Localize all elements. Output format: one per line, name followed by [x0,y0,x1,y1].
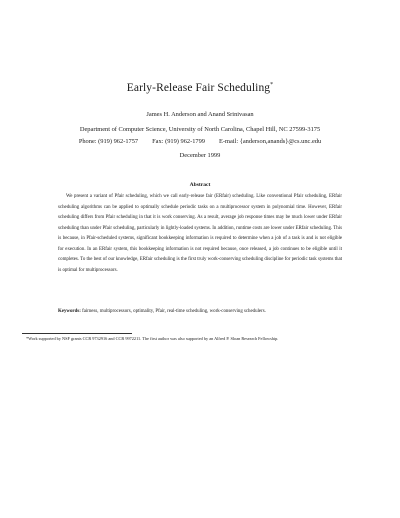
title-footnote-mark: * [270,82,274,89]
paper-title-text: Early-Release Fair Scheduling [126,82,271,94]
contact-line [0,138,400,145]
abstract-heading: Abstract [189,182,211,188]
title-footnote: *Work supported by NSF grants CCR 9732916 and CCR 9972211. The first author was also supported by an Alfred P. Sloan Research Fellowship. [26,336,279,341]
affiliation: Department of Computer Science, University of North Carolina, Chapel Hill, NC 27599-3175 [79,126,321,133]
publication-date: December 1999 [179,152,221,159]
keywords-list: fairness, multiprocessors, optimality, Pfair, real-time scheduling, work-conserving schedulers. [82,309,266,314]
email-address: E-mail: {anderson,anands}@cs.unc.edu [219,138,322,145]
keywords [58,308,342,316]
fax-number: Fax: (919) 962-1799 [152,138,206,145]
keywords-label: Keywords: [58,309,81,314]
footnote-divider [22,333,132,334]
abstract-body: We present a variant of Pfair scheduling, which we call early-release fair (ERfair) scheduling. Like conventional Pfair scheduling, ERfair scheduling algorithms can be applied to optimally schedule periodic tasks on a multiprocessor system in polynomial time. However, ERfair scheduling differs from Pfair scheduling in that it is work conserving. As a result, average job response times may be much lower under ERfair scheduling than under Pfair scheduling, particularly in lightly-loaded systems. In addition, runtime costs are lower under ERfair scheduling. This is because, in Pfair-scheduled systems, significant bookkeeping information is required to determine when a job of a task is and is not eligible for execution. In an ERfair system, this bookkeeping information is not required because, once released, a job continues to be eligible until it completes. To the best of our knowledge, ERfair scheduling is the first truly work-conserving scheduling discipline for periodic task systems that is optimal for multiprocessors. [58,194,342,273]
paper-title [0,82,400,94]
phone-number: Phone: (919) 962-1757 [78,138,139,145]
author-list: James H. Anderson and Anand Srinivasan [146,111,254,118]
